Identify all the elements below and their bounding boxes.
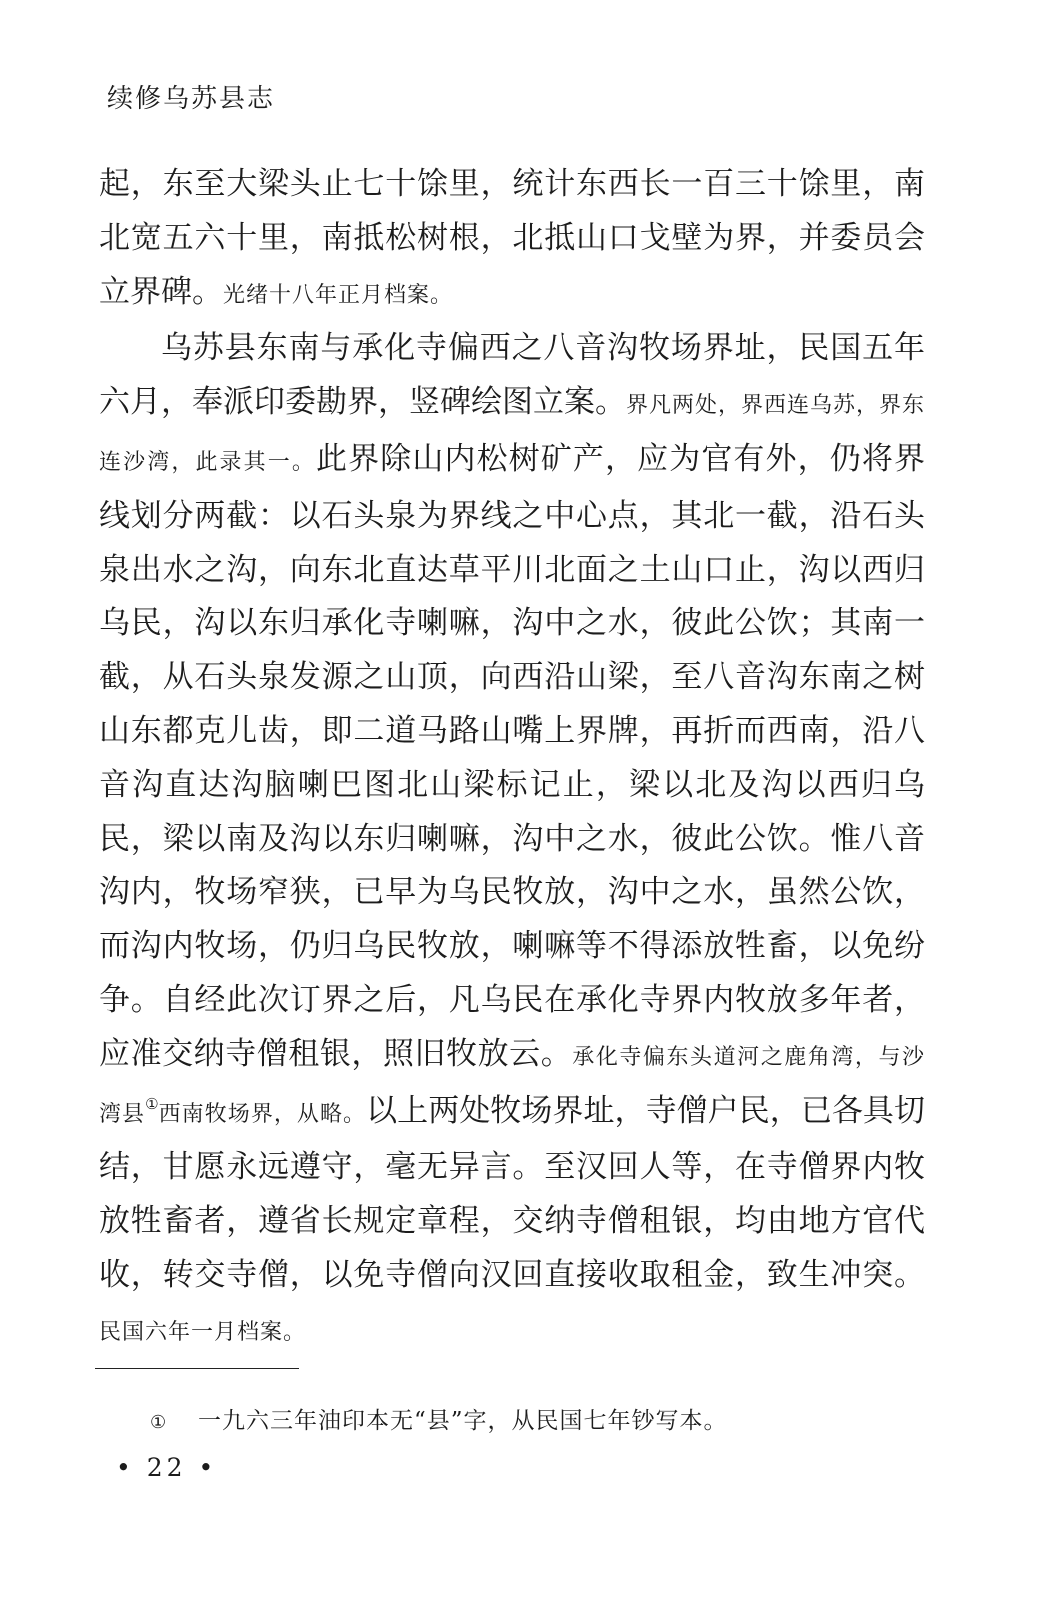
paragraph-1-text: 起，东至大梁头止七十馀里，统计东西长一百三十馀里，南北宽五六十里，南抵松树根，北抵山口戈壁为界，并委员会立界碑。 [99, 166, 925, 310]
paragraph-1 [99, 158, 925, 322]
footnote-text: 一九六三年油印本无“县”字，从民国七年钞写本。 [198, 1408, 728, 1434]
main-text [99, 158, 925, 1360]
footnote [150, 1402, 728, 1435]
paragraph-2 [99, 322, 925, 1359]
running-header: 续修乌苏县志 [107, 84, 276, 114]
footnote-mark: ① [150, 1412, 168, 1433]
paragraph-2-text-a: 乌苏县东南与承化寺偏西之八音沟牧场界址，民国五年六月，奉派印委勘界，竖碑绘图立案。 [99, 330, 925, 421]
paragraph-2-text-b: 此界除山内松树矿产，应为官有外，仍将界线划分两截：以石头泉为界线之中心点，其北一截，沿石头泉出水之沟，向东北直达草平川北面之土山口止，沟以西归乌民，沟以东归承化寺喇嘛，沟中之水，彼此公饮；其南一截，从石头泉发源之山顶，向西沿山梁，至八音沟东南之树山东都克儿齿，即二道马路山嘴上界牌，再折而西南，沿八音沟直达沟脑喇巴图北山梁标记止，梁以北及沟以西归乌民，梁以南及沟以东归喇嘛，沟中之水，彼此公饮。惟八音沟内，牧场窄狭，已早为乌民牧放，沟中之水，虽然公饮，而沟内牧场，仍归乌民牧放，喇嘛等不得添放牲畜，以免纷争。自经此次订界之后，凡乌民在承化寺界内牧放多年者，应准交纳寺僧租银，照旧牧放云。 [99, 440, 925, 1072]
inline-note-b2: 西南牧场界，从略。 [158, 1101, 367, 1127]
page-number: • 22 • [116, 1453, 218, 1482]
footnote-divider [95, 1368, 299, 1369]
paragraph-2-text-c: 以上两处牧场界址，寺僧户民，已各具切结，甘愿永远遵守，毫无异言。至汉回人等，在寺僧界内牧放牲畜者，遵省长规定章程，交纳寺僧租银，均由地方官代收，转交寺僧，以免寺僧向汉回直接收取租金，致生冲突。 [99, 1092, 925, 1293]
footnote-reference[interactable]: ① [145, 1094, 159, 1113]
inline-note-a: 界凡两处，界西连乌苏，界东连沙湾，此录其一。 [99, 393, 926, 475]
archive-note-2: 民国六年一月档案。 [99, 1319, 307, 1345]
inline-note-b1: 承化寺偏东头道河之鹿角湾，与沙湾县 [99, 1044, 925, 1127]
archive-note-1: 光绪十八年正月档案。 [223, 282, 454, 308]
